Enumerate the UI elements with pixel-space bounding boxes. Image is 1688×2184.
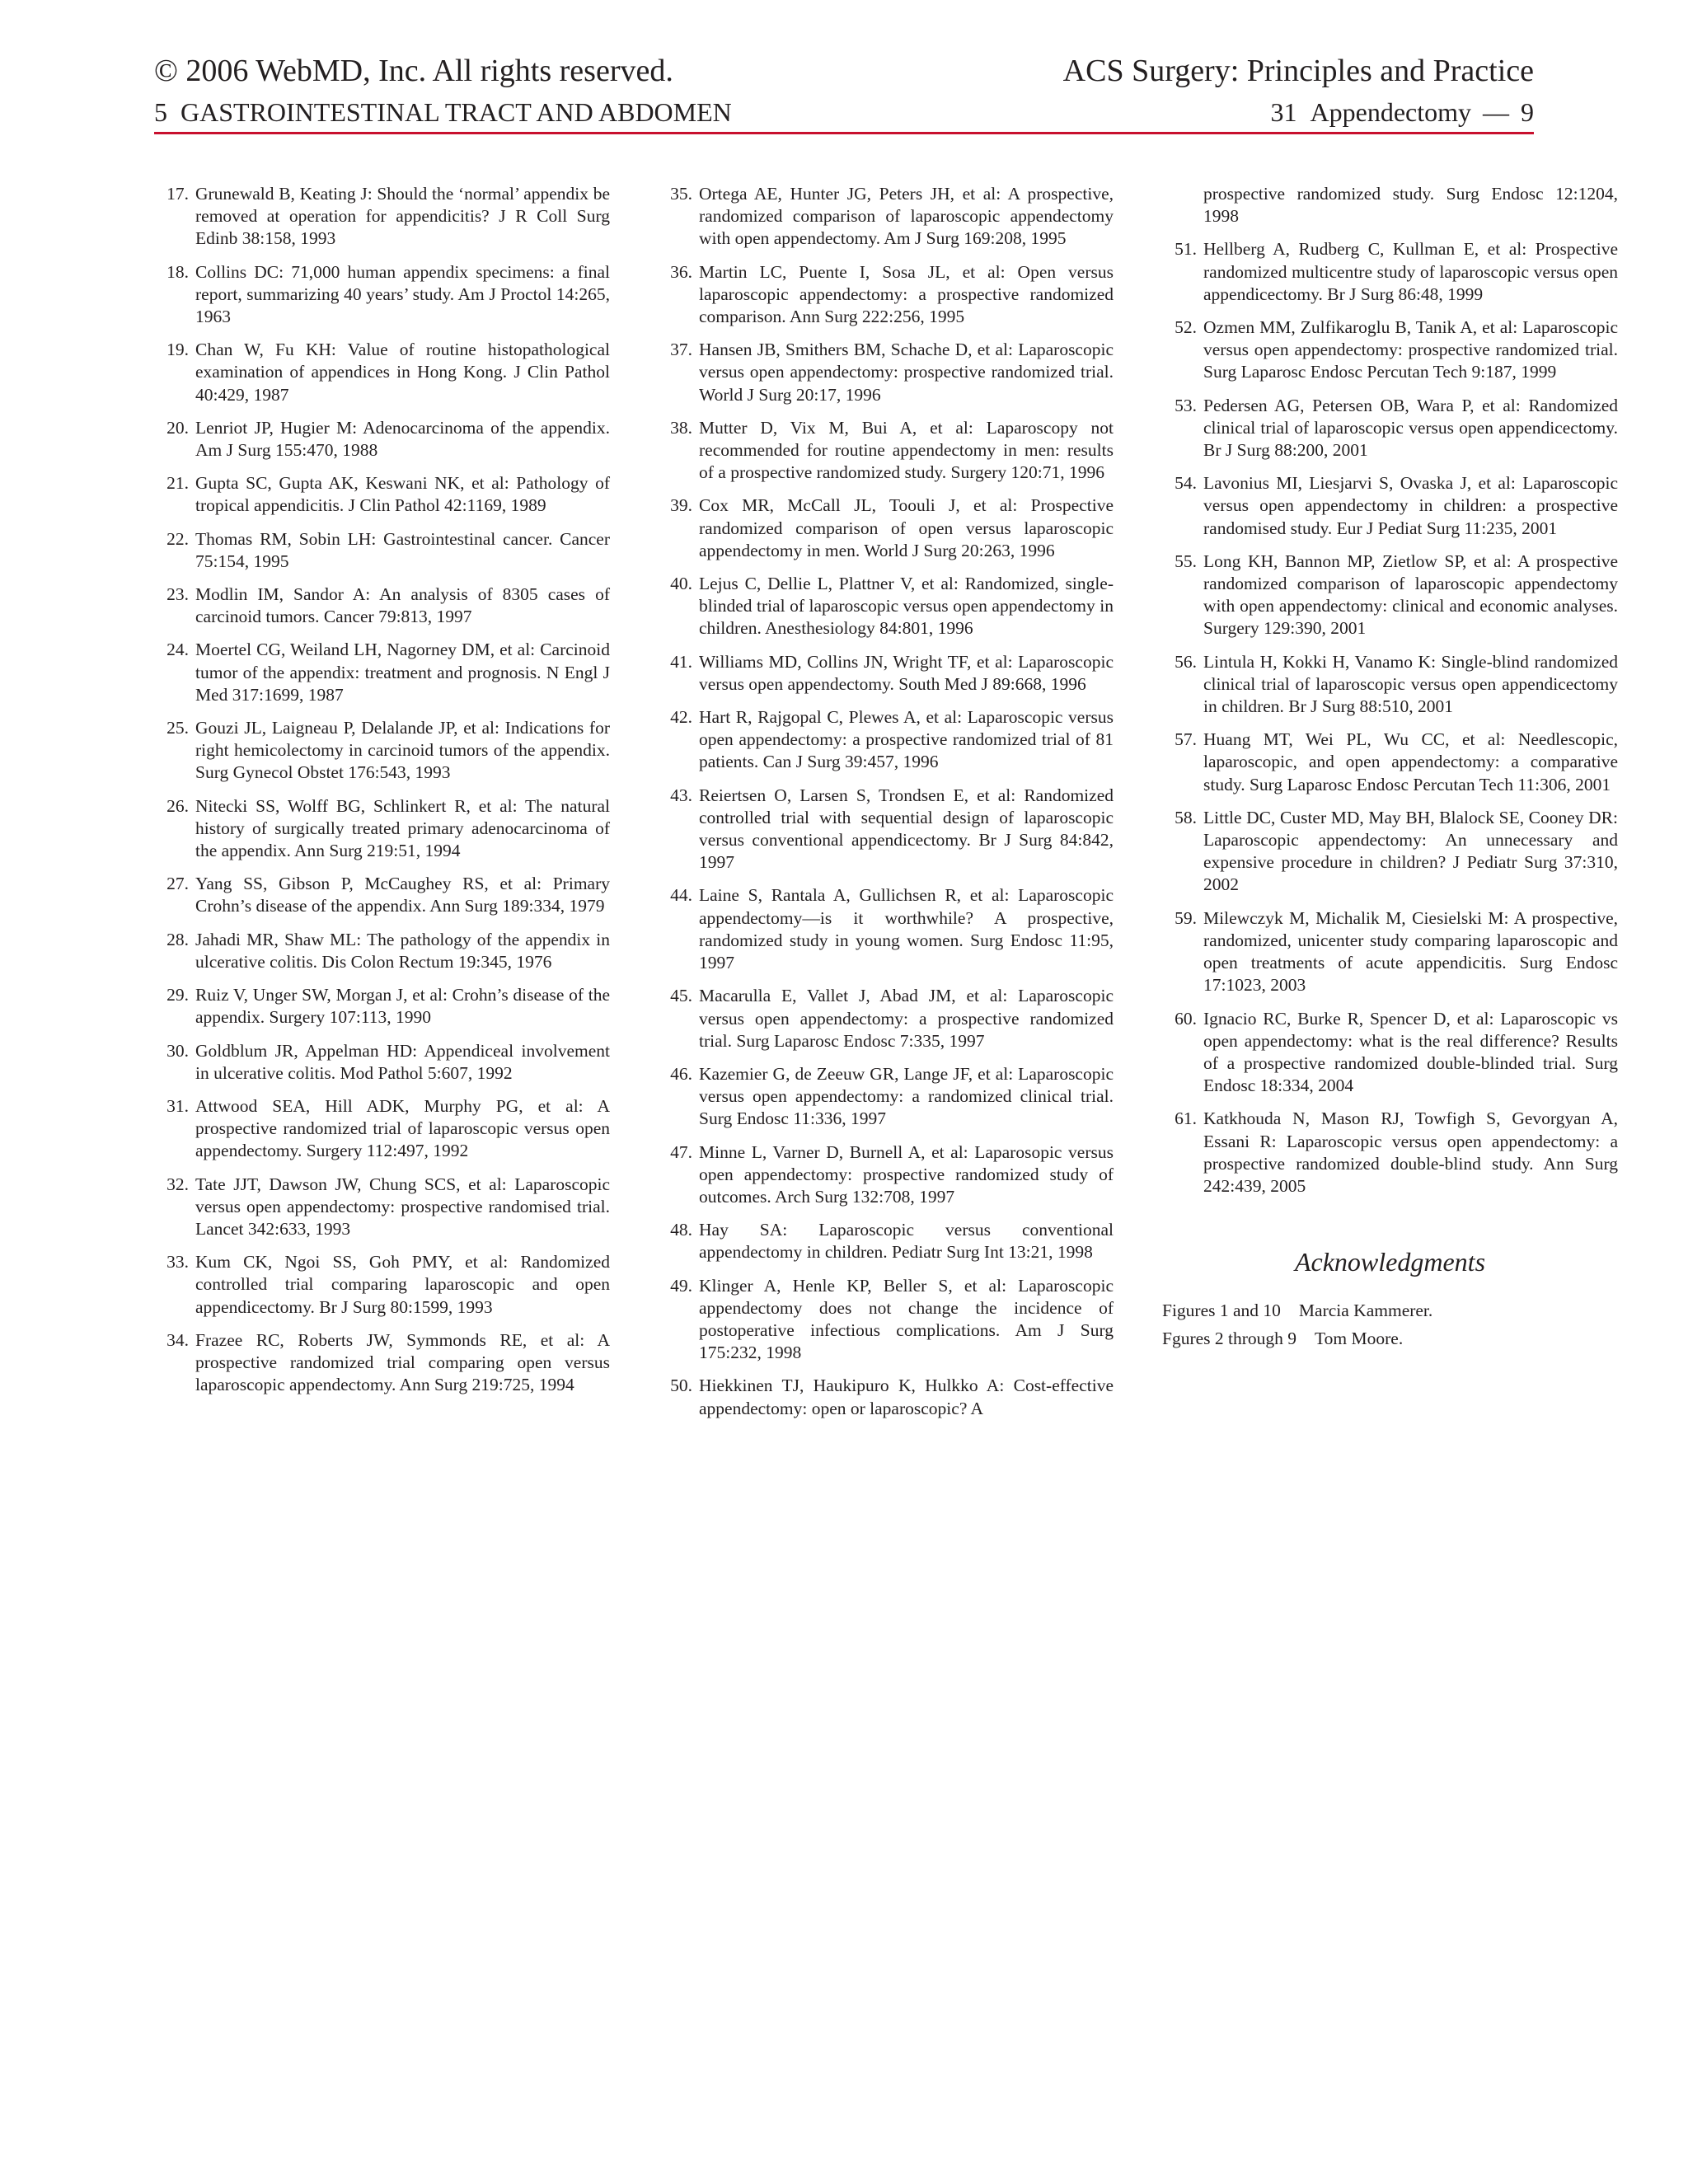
reference-number: 22. <box>166 528 189 549</box>
reference-text: Cox MR, McCall JL, Toouli J, et al: Prospective randomized comparison of open versus laparoscopic appendectomy in men. World J Surg 20:263, 1996 <box>699 495 1114 560</box>
reference-number: 27. <box>166 874 189 894</box>
reference-number: 17. <box>166 184 189 204</box>
reference-item <box>1162 1008 1618 1098</box>
reference-text: Huang MT, Wei PL, Wu CC, et al: Needlescopic, laparoscopic, and open appendectomy: a comparative study. Surg Laparosc Endosc Percutan Tech 11:306, 2001 <box>1203 729 1618 794</box>
reference-item <box>154 929 610 973</box>
reference-text: Martin LC, Puente I, Sosa JL, et al: Open versus laparoscopic appendectomy: a prospective randomized comparison. Ann Surg 222:256, 1995 <box>699 261 1114 327</box>
reference-text: Attwood SEA, Hill ADK, Murphy PG, et al: A prospective randomized trial of laparoscopic versus open appendectomy. Surgery 112:497, 1992 <box>195 1095 610 1161</box>
reference-item <box>154 1174 610 1241</box>
reference-item <box>658 1275 1114 1365</box>
reference-number: 31. <box>166 1095 189 1116</box>
reference-text: Mutter D, Vix M, Bui A, et al: Laparoscopy not recommended for routine appendectomy in men: results of a prospective randomized study. Surgery 120:71, 1996 <box>699 417 1114 483</box>
reference-text: Ignacio RC, Burke R, Spencer D, et al: Laparoscopic vs open appendectomy: what is the real difference? Results of a prospective randomized double-blinded trial. Surg Endosc 18:334, 2004 <box>1203 1008 1618 1096</box>
reference-text: Hiekkinen TJ, Haukipuro K, Hulkko A: Cost-effective appendectomy: open or laparoscopic? A <box>699 1376 1114 1418</box>
reference-item <box>658 785 1114 874</box>
reference-item <box>658 1219 1114 1263</box>
reference-item <box>154 717 610 785</box>
reference-number: 54. <box>1175 473 1197 494</box>
reference-number: 39. <box>670 495 692 516</box>
reference-number: 56. <box>1175 651 1197 672</box>
reference-number: 19. <box>166 340 189 360</box>
reference-text: Thomas RM, Sobin LH: Gastrointestinal cancer. Cancer 75:154, 1995 <box>195 528 610 571</box>
references-list-3 <box>1162 238 1618 1197</box>
acknowledgment-name: Marcia Kammerer. <box>1298 1301 1433 1321</box>
reference-item <box>154 472 610 517</box>
reference-number: 23. <box>166 584 189 605</box>
reference-number: 33. <box>166 1252 189 1272</box>
reference-text: Hay SA: Laparoscopic versus conventional appendectomy in children. Pediatr Surg Int 13:21, 1998 <box>699 1220 1114 1263</box>
reference-item <box>1162 729 1618 796</box>
reference-item <box>154 873 610 917</box>
reference-text: Reiertsen O, Larsen S, Trondsen E, et al: Randomized controlled trial with sequential design of laparoscopic versus conventional appendicectomy. Br J Surg 84:842, 1997 <box>699 785 1114 873</box>
reference-item <box>658 1141 1114 1209</box>
page-number: 9 <box>1521 97 1534 127</box>
reference-text: Frazee RC, Roberts JW, Symmonds RE, et al: A prospective randomized trial comparing open versus laparoscopic appendectomy. Ann Surg 219:725, 1994 <box>195 1329 610 1395</box>
reference-item <box>658 573 1114 640</box>
reference-text: Ruiz V, Unger SW, Morgan J, et al: Crohn’s disease of the appendix. Surgery 107:113, 1990 <box>195 985 610 1028</box>
reference-text: Gouzi JL, Laigneau P, Delalande JP, et al: Indications for right hemicolectomy in carcinoid tumors of the appendix. Surg Gynecol Obstet 176:543, 1993 <box>195 718 610 783</box>
reference-item <box>1162 238 1618 306</box>
reference-item <box>154 339 610 406</box>
reference-text: Moertel CG, Weiland LH, Nagorney DM, et al: Carcinoid tumor of the appendix: treatment and prognosis. N Engl J Med 317:1699, 1987 <box>195 640 610 705</box>
reference-item <box>1162 651 1618 719</box>
reference-number: 24. <box>166 640 189 660</box>
reference-item <box>658 183 1114 251</box>
reference-text: Chan W, Fu KH: Value of routine histopathological examination of appendices in Hong Kong. J Clin Pathol 40:429, 1987 <box>195 340 610 405</box>
reference-text: Collins DC: 71,000 human appendix specimens: a final report, summarizing 40 years’ study. Am J Proctol 14:265, 1963 <box>195 261 610 327</box>
reference-text: Hellberg A, Rudberg C, Kullman E, et al: Prospective randomized multicentre study of laparoscopic versus open appendicectomy. Br J Surg 86:48, 1999 <box>1203 239 1618 304</box>
reference-text: Lenriot JP, Hugier M: Adenocarcinoma of the appendix. Am J Surg 155:470, 1988 <box>195 417 610 461</box>
chapter-title: Appendectomy <box>1310 97 1471 127</box>
reference-item <box>658 985 1114 1052</box>
reference-text: Williams MD, Collins JN, Wright TF, et al: Laparoscopic versus open appendectomy. South Med J 89:668, 1996 <box>699 651 1114 694</box>
reference-number: 28. <box>166 929 189 949</box>
reference-item <box>1162 472 1618 540</box>
reference-text: Tate JJT, Dawson JW, Chung SCS, et al: Laparoscopic versus open appendectomy: prospective randomised trial. Lancet 342:633, 1993 <box>195 1174 610 1239</box>
references-column-2 <box>658 183 1114 1431</box>
reference-text: Long KH, Bannon MP, Zietlow SP, et al: A prospective randomized comparison of laparoscopic appendectomy with open appendectomy: clinical and economic analyses. Surgery 129:390, 2001 <box>1203 551 1618 639</box>
reference-text: Pedersen AG, Petersen OB, Wara P, et al: Randomized clinical trial of laparoscopic versus open appendicectomy. Br J Surg 88:200, 2001 <box>1203 395 1618 461</box>
reference-text: Lintula H, Kokki H, Vanamo K: Single-blind randomized clinical trial of laparoscopic versus open appendicectomy in children. Br J Surg 88:510, 2001 <box>1203 651 1618 717</box>
reference-item <box>658 339 1114 406</box>
acknowledgment-name: Tom Moore. <box>1315 1329 1404 1349</box>
reference-number: 41. <box>670 651 692 672</box>
acknowledgment-line <box>1162 1296 1618 1324</box>
reference-number: 32. <box>166 1174 189 1194</box>
reference-number: 18. <box>166 261 189 282</box>
book-title: ACS Surgery: Principles and Practice <box>1062 54 1534 88</box>
reference-number: 30. <box>166 1040 189 1061</box>
reference-50-continuation: prospective randomized study. Surg Endosc 12:1204, 1998 <box>1203 184 1618 227</box>
reference-item <box>154 261 610 329</box>
reference-number: 48. <box>670 1220 692 1240</box>
reference-text: Modlin IM, Sandor A: An analysis of 8305 cases of carcinoid tumors. Cancer 79:813, 1997 <box>195 584 610 627</box>
reference-item <box>658 651 1114 696</box>
reference-text: Macarulla E, Vallet J, Abad JM, et al: Laparoscopic versus open appendectomy: a prospective randomized trial. Surg Laparosc Endosc 7:335, 1997 <box>699 986 1114 1051</box>
reference-number: 43. <box>670 785 692 805</box>
section-title: GASTROINTESTINAL TRACT AND ABDOMEN <box>181 97 732 127</box>
section-line <box>154 89 732 135</box>
reference-text: Kazemier G, de Zeeuw GR, Lange JF, et al: Laparoscopic versus open appendectomy: a randomized clinical trial. Surg Endosc 11:336, 1997 <box>699 1063 1114 1129</box>
reference-number: 52. <box>1175 317 1197 338</box>
reference-text: Milewczyk M, Michalik M, Ciesielski M: A prospective, randomized, unicenter study comparing laparoscopic and open treatments of acute appendicitis. Surg Endosc 17:1023, 2003 <box>1203 907 1618 996</box>
reference-item <box>1162 807 1618 897</box>
reference-item <box>154 1329 610 1397</box>
reference-number: 42. <box>670 707 692 728</box>
reference-number: 21. <box>166 473 189 494</box>
reference-number: 26. <box>166 795 189 816</box>
reference-text: Goldblum JR, Appelman HD: Appendiceal involvement in ulcerative colitis. Mod Pathol 5:607, 1992 <box>195 1040 610 1083</box>
reference-number: 58. <box>1175 807 1197 827</box>
reference-text: Ozmen MM, Zulfikaroglu B, Tanik A, et al: Laparoscopic versus open appendectomy: prospective randomized trial. Surg Laparosc Endosc Percutan Tech 9:187, 1999 <box>1203 317 1618 382</box>
reference-number: 51. <box>1175 239 1197 260</box>
reference-number: 45. <box>670 986 692 1006</box>
reference-number: 38. <box>670 417 692 438</box>
reference-text: Minne L, Varner D, Burnell A, et al: Laparosopic versus open appendectomy: prospective randomized study of outcomes. Arch Surg 132:708, 1997 <box>699 1141 1114 1207</box>
reference-item <box>658 884 1114 974</box>
reference-item <box>658 1063 1114 1131</box>
chapter-number: 31 <box>1270 97 1297 127</box>
reference-text: Jahadi MR, Shaw ML: The pathology of the appendix in ulcerative colitis. Dis Colon Rectum 19:345, 1976 <box>195 929 610 972</box>
header-rule <box>154 132 1534 134</box>
reference-text: Yang SS, Gibson P, McCaughey RS, et al: Primary Crohn’s disease of the appendix. Ann Surg 189:334, 1979 <box>195 874 610 916</box>
reference-item <box>154 1040 610 1085</box>
reference-number: 59. <box>1175 907 1197 928</box>
reference-item <box>154 583 610 628</box>
reference-item <box>154 183 610 251</box>
chapter-dash: — <box>1483 97 1509 127</box>
references-column-3 <box>1162 183 1618 1352</box>
reference-text: Little DC, Custer MD, May BH, Blalock SE, Cooney DR: Laparoscopic appendectomy: An unnecessary and expensive procedure in children? J Pediatr Surg 37:310, 2002 <box>1203 807 1618 895</box>
reference-text: Hart R, Rajgopal C, Plewes A, et al: Laparoscopic versus open appendectomy: a prospective randomized trial of 81 patients. Can J Surg 39:457, 1996 <box>699 707 1114 772</box>
reference-number: 61. <box>1175 1108 1197 1129</box>
references-column-1 <box>154 183 610 1407</box>
reference-text: Grunewald B, Keating J: Should the ‘normal’ appendix be removed at operation for appendicitis? J R Coll Surg Edinb 38:158, 1993 <box>195 184 610 249</box>
reference-item <box>1162 395 1618 462</box>
reference-item <box>658 261 1114 329</box>
reference-item <box>154 1251 610 1319</box>
reference-item <box>658 417 1114 485</box>
reference-number: 55. <box>1175 551 1197 571</box>
reference-text: Nitecki SS, Wolff BG, Schlinkert R, et al: The natural history of surgically treated primary adenocarcinoma of the appendix. Ann Surg 219:51, 1994 <box>195 795 610 861</box>
reference-number: 37. <box>670 340 692 360</box>
reference-number: 29. <box>166 985 189 1005</box>
reference-number: 53. <box>1175 395 1197 415</box>
acknowledgments-heading: Acknowledgments <box>1294 1247 1486 1277</box>
reference-item <box>154 639 610 706</box>
reference-item <box>658 1375 1114 1419</box>
section-number: 5 <box>154 97 167 127</box>
reference-item <box>1162 551 1618 640</box>
reference-item <box>154 528 610 573</box>
reference-text: Laine S, Rantala A, Gullichsen R, et al: Laparoscopic appendectomy—is it worthwhile? A prospective, randomized study in young women. Surg Endosc 11:95, 1997 <box>699 885 1114 973</box>
reference-number: 44. <box>670 885 692 906</box>
reference-number: 36. <box>670 261 692 282</box>
reference-item <box>1162 316 1618 384</box>
acknowledgment-figures: Figures 1 and 10 <box>1162 1301 1281 1321</box>
reference-text: Ortega AE, Hunter JG, Peters JH, et al: A prospective, randomized comparison of laparoscopic appendectomy with open appendectomy. Am J Surg 169:208, 1995 <box>699 184 1114 249</box>
reference-number: 40. <box>670 574 692 594</box>
reference-number: 35. <box>670 184 692 204</box>
reference-text: Gupta SC, Gupta AK, Keswani NK, et al: Pathology of tropical appendicitis. J Clin Pathol 42:1169, 1989 <box>195 473 610 516</box>
reference-item <box>1162 1108 1618 1197</box>
reference-item <box>658 494 1114 562</box>
reference-number: 34. <box>166 1329 189 1350</box>
reference-number: 47. <box>670 1141 692 1162</box>
reference-text: Lavonius MI, Liesjarvi S, Ovaska J, et al: Laparoscopic versus open appendectomy in children: a prospective randomised study. Eur J Pediat Surg 11:235, 2001 <box>1203 473 1618 538</box>
copyright-line: © 2006 WebMD, Inc. All rights reserved. <box>154 54 673 88</box>
acknowledgment-line <box>1162 1324 1618 1352</box>
reference-text: Katkhouda N, Mason RJ, Towfigh S, Gevorgyan A, Essani R: Laparoscopic versus open appendectomy: a prospective randomized double-blind study. Ann Surg 242:439, 2005 <box>1203 1108 1618 1196</box>
reference-number: 25. <box>166 718 189 738</box>
reference-text: Klinger A, Henle KP, Beller S, et al: Laparoscopic appendectomy does not change the incidence of postoperative infectious complications. Am J Surg 175:232, 1998 <box>699 1275 1114 1363</box>
acknowledgment-figures: Fgures 2 through 9 <box>1162 1329 1297 1349</box>
reference-item <box>1162 907 1618 997</box>
reference-item <box>154 984 610 1029</box>
reference-text: Kum CK, Ngoi SS, Goh PMY, et al: Randomized controlled trial comparing laparoscopic and open appendicectomy. Br J Surg 80:1599, 1993 <box>195 1252 610 1317</box>
reference-number: 60. <box>1175 1008 1197 1029</box>
reference-number: 49. <box>670 1275 692 1296</box>
reference-item <box>154 795 610 863</box>
reference-item <box>154 417 610 462</box>
running-header <box>154 48 1534 137</box>
reference-number: 46. <box>670 1063 692 1084</box>
reference-number: 50. <box>670 1376 692 1396</box>
reference-item <box>154 1095 610 1163</box>
reference-text: Hansen JB, Smithers BM, Schache D, et al: Laparoscopic versus open appendectomy: prospective randomized trial. World J Surg 20:17, 1996 <box>699 340 1114 405</box>
reference-number: 20. <box>166 417 189 438</box>
chapter-line <box>1271 89 1535 135</box>
reference-text: Lejus C, Dellie L, Plattner V, et al: Randomized, single-blinded trial of laparoscopic versus open appendectomy in children. Anesthesiology 84:801, 1996 <box>699 574 1114 639</box>
reference-item <box>658 706 1114 774</box>
reference-number: 57. <box>1175 729 1197 750</box>
